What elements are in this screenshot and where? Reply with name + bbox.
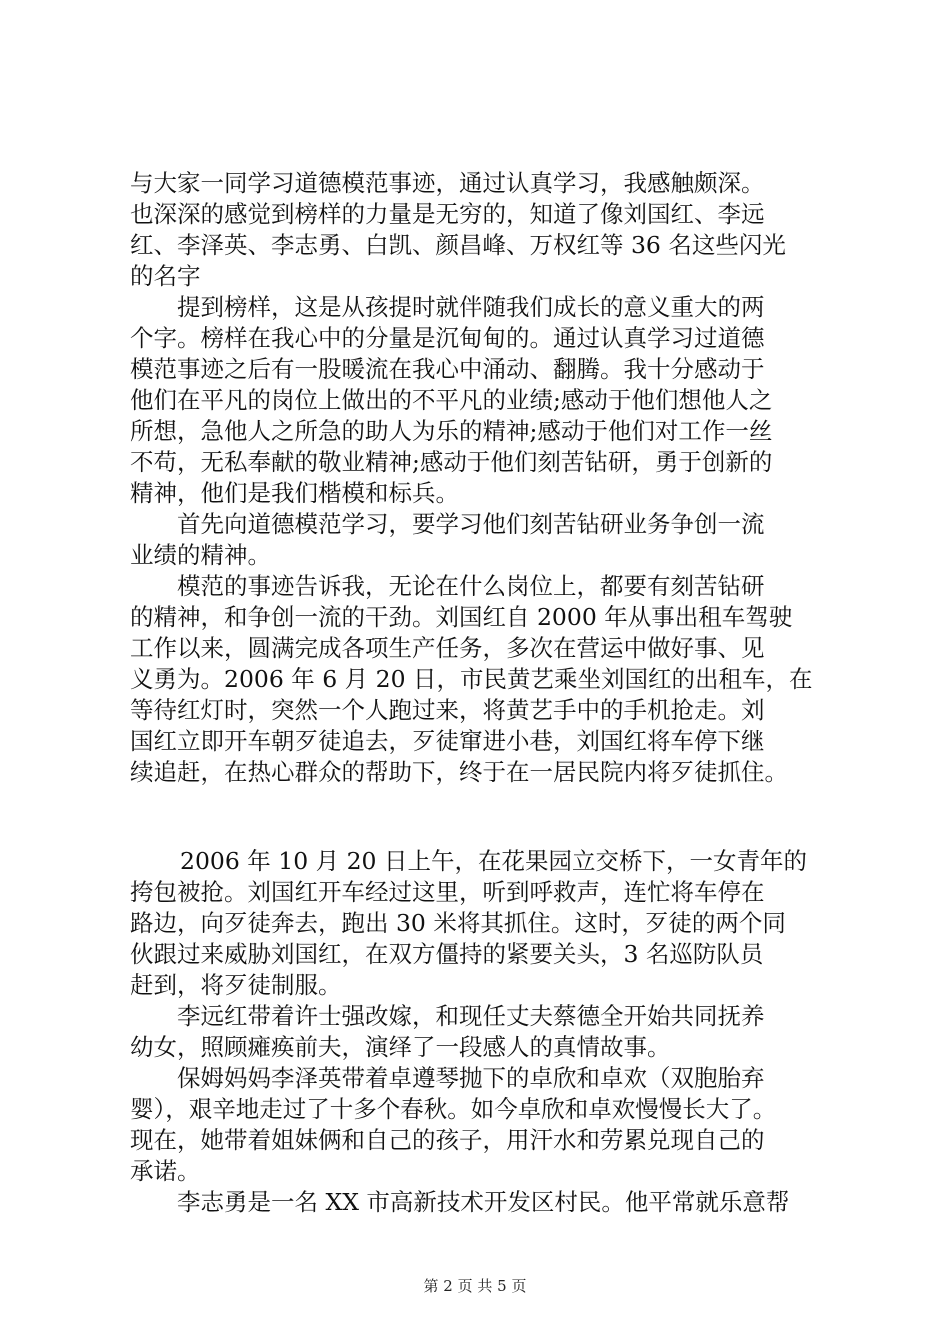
text-line: 路边，向歹徒奔去，跑出 30 米将其抓住。这时，歹徒的两个同 [130,909,786,937]
text-line: 保姆妈妈李泽英带着卓遵琴抛下的卓欣和卓欢（双胞胎弃 [177,1064,765,1092]
paragraph-6 [130,1001,838,1063]
text-line: 工作以来，圆满完成各项生产任务，多次在营运中做好事、见 [130,634,765,662]
text-line: 业绩的精神。 [130,541,271,569]
text-line: 所想，急他人之所急的助人为乐的精神;感动于他们对工作一丝 [130,417,773,445]
text-line: 伙跟过来威胁刘国红，在双方僵持的紧要关头，3 名巡防队员 [130,940,764,968]
text-line: 的名字 [130,262,201,290]
text-line: 与大家一同学习道德模范事迹，通过认真学习，我感触颇深。 [130,169,765,197]
text-line: 李志勇是一名 XX 市高新技术开发区村民。他平常就乐意帮 [177,1188,790,1216]
text-line: 现在，她带着姐妹俩和自己的孩子，用汗水和劳累兑现自己的 [130,1126,765,1154]
text-line: 幼女，照顾瘫痪前夫，演绎了一段感人的真情故事。 [130,1033,671,1061]
text-line: 精神，他们是我们楷模和标兵。 [130,479,459,507]
text-line: 国红立即开车朝歹徒追去，歹徒窜进小巷，刘国红将车停下继 [130,727,765,755]
text-line: 李远红带着许士强改嫁，和现任丈夫蔡德全开始共同抚养 [177,1002,765,1030]
paragraph-4 [130,571,838,788]
text-line: 承诺。 [130,1157,201,1185]
text-line: 模范事迹之后有一股暖流在我心中涌动、翻腾。我十分感动于 [130,355,765,383]
text-line: 续追赶，在热心群众的帮助下，终于在一居民院内将歹徒抓住。 [130,758,788,786]
text-line: 挎包被抢。刘国红开车经过这里，听到呼救声，连忙将车停在 [130,878,765,906]
text-line: 等待红灯时，突然一个人跑过来，将黄艺手中的手机抢走。刘 [130,696,765,724]
paragraph-3 [130,509,838,571]
text-line: 婴），艰辛地走过了十多个春秋。如今卓欣和卓欢慢慢长大了。 [130,1095,777,1123]
paragraph-gap [130,788,838,846]
text-line: 他们在平凡的岗位上做出的不平凡的业绩;感动于他们想他人之 [130,386,773,414]
text-line: 也深深的感觉到榜样的力量是无穷的，知道了像刘国红、李远 [130,200,765,228]
text-line: 提到榜样，这是从孩提时就伴随我们成长的意义重大的两 [177,293,765,321]
text-line: 义勇为。2006 年 6 月 20 日，市民黄艺乘坐刘国红的出租车，在 [130,665,813,693]
text-line: 2006 年 10 月 20 日上午，在花果园立交桥下，一女青年的 [180,847,807,875]
text-line: 模范的事迹告诉我，无论在什么岗位上，都要有刻苦钻研 [177,572,765,600]
paragraph-2 [130,292,838,509]
paragraph-8 [130,1187,838,1218]
paragraph-1 [130,168,838,292]
text-line: 个字。榜样在我心中的分量是沉甸甸的。通过认真学习过道德 [130,324,765,352]
text-line: 不苟，无私奉献的敬业精神;感动于他们刻苦钻研，勇于创新的 [130,448,773,476]
document-body [130,168,838,1218]
text-line: 赶到，将歹徒制服。 [130,971,342,999]
paragraph-5 [130,846,838,1001]
text-line: 的精神，和争创一流的干劲。刘国红自 2000 年从事出租车驾驶 [130,603,793,631]
paragraph-7 [130,1063,838,1187]
text-line: 首先向道德模范学习，要学习他们刻苦钻研业务争创一流 [177,510,765,538]
page-number-footer: 第 2 页 共 5 页 [423,1277,527,1295]
text-line: 红、李泽英、李志勇、白凯、颜昌峰、万权红等 36 名这些闪光 [130,231,786,259]
